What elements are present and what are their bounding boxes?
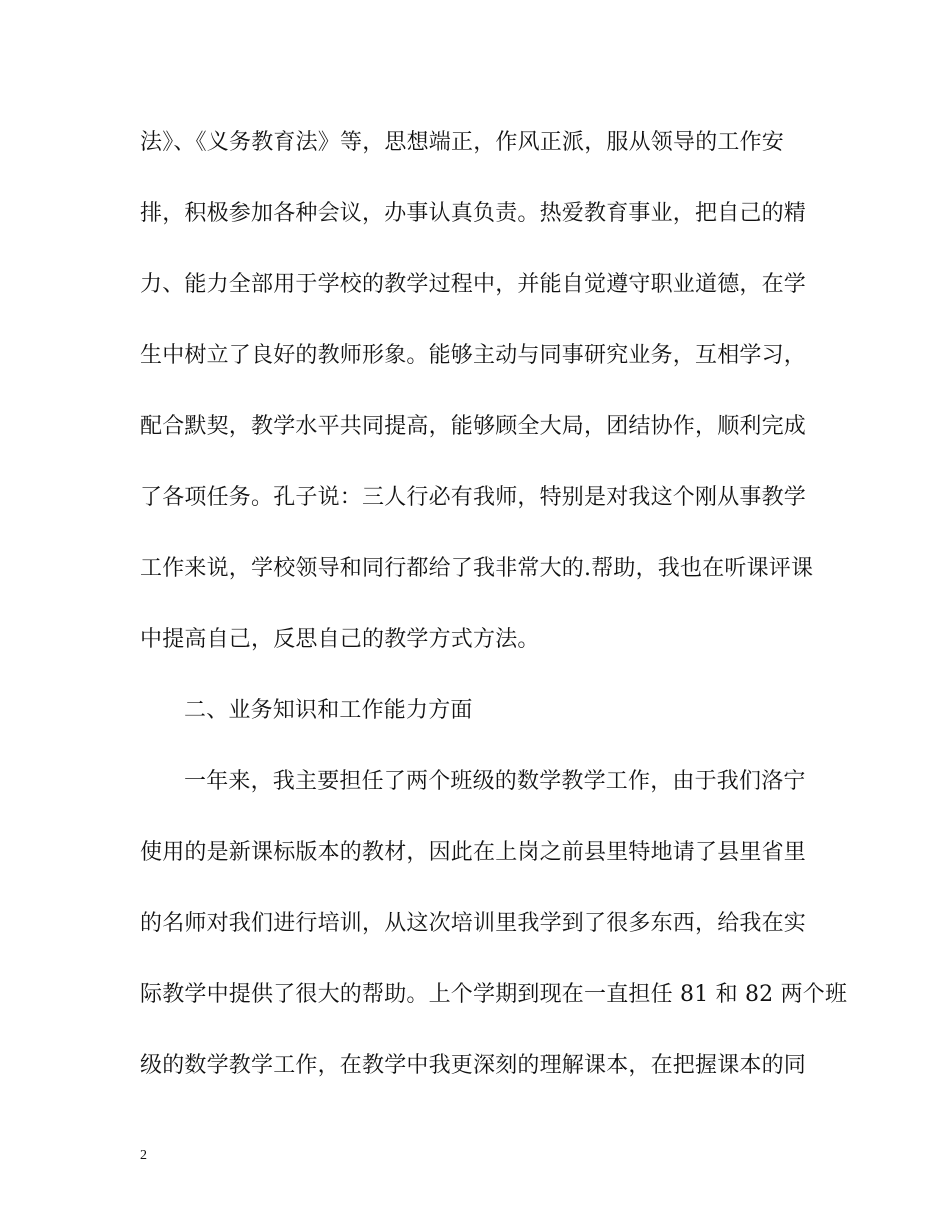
section-heading: 二、业务知识和工作能力方面 [184, 698, 473, 723]
text-line-7: 工作来说，学校领导和同行都给了我非常大的.帮助，我也在听课评课 [140, 556, 814, 581]
text-line-3: 力、能力全部用于学校的教学过程中，并能自觉遵守职业道德，在学 [140, 272, 807, 297]
text-line-4: 生中树立了良好的教师形象。能够主动与同事研究业务，互相学习， [140, 343, 807, 368]
text-line-5: 配合默契，教学水平共同提高，能够顾全大局，团结协作，顺利完成 [140, 414, 807, 439]
text-line-13: 际教学中提供了很大的帮助。上个学期到现在一直担任 81 和 82 两个班 [140, 982, 848, 1007]
text-line-2: 排，积极参加各种会议，办事认真负责。热爱教育事业，把自己的精 [140, 201, 807, 226]
text-line-14: 级的数学教学工作，在教学中我更深刻的理解课本，在把握课本的同 [140, 1053, 807, 1078]
text-line-1: 法》、《义务教育法》等，思想端正，作风正派，服从领导的工作安 [140, 130, 785, 155]
text-line-8: 中提高自己，反思自己的教学方式方法。 [140, 627, 540, 652]
text-line-10: 一年来，我主要担任了两个班级的数学教学工作，由于我们洛宁 [184, 769, 806, 794]
page-number: 2 [140, 1148, 147, 1163]
text-line-6: 了各项任务。孔子说：三人行必有我师，特别是对我这个刚从事教学 [140, 485, 807, 510]
text-line-11: 使用的是新课标版本的教材，因此在上岗之前县里特地请了县里省里 [140, 840, 807, 865]
text-line-12: 的名师对我们进行培训，从这次培训里我学到了很多东西，给我在实 [140, 911, 807, 936]
